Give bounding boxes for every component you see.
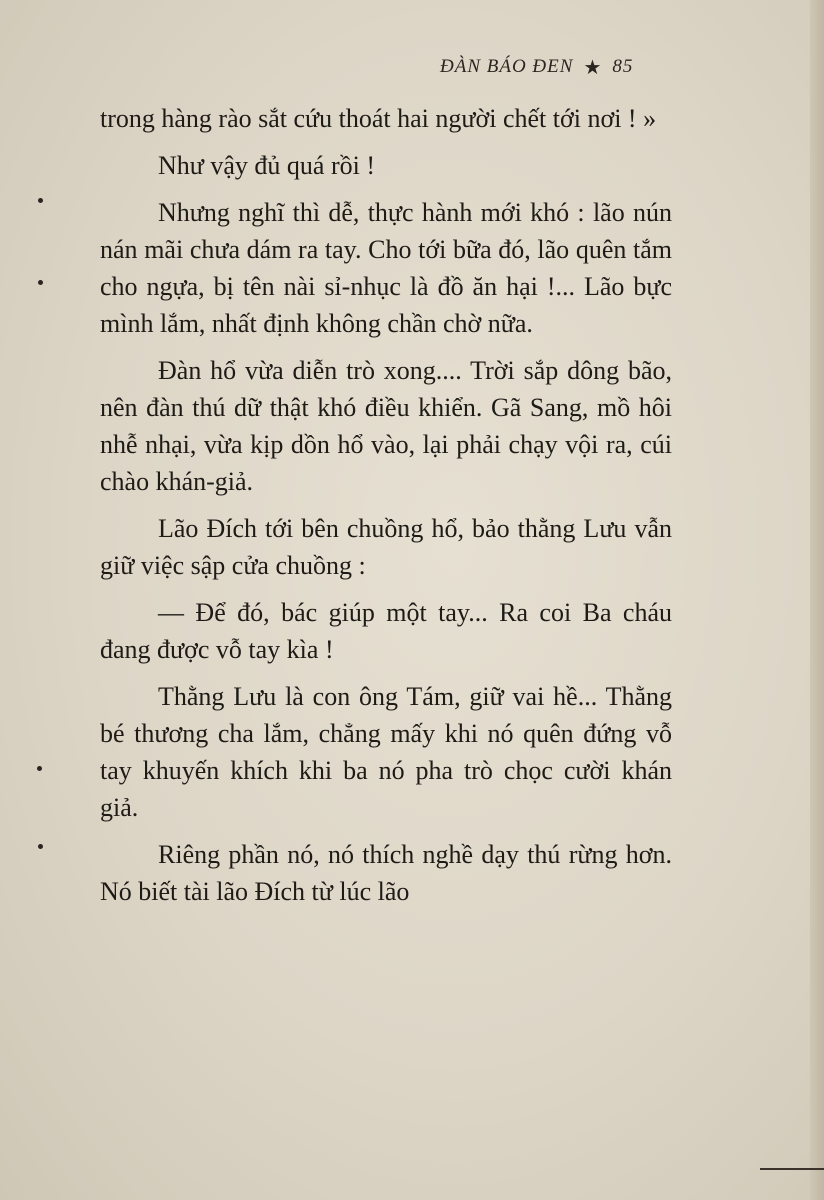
running-header-title: ĐÀN BÁO ĐEN: [440, 56, 574, 77]
paragraph: Nhưng nghĩ thì dễ, thực hành mới khó : lão nún nán mãi chưa dám ra tay. Cho tới bữa đó, lão quên tắm cho ngựa, bị tên nài sỉ-nhục là đồ ăn hại !... Lão bực mình lắm, nhất định không chần chờ nữa.: [100, 198, 672, 338]
paragraph: Như vậy đủ quá rồi !: [158, 151, 375, 180]
bottom-rule: [760, 1168, 824, 1170]
margin-mark: [37, 766, 42, 771]
body-text: [100, 100, 672, 910]
page-edge: [810, 0, 824, 1200]
star-icon: ★: [583, 56, 603, 79]
paragraph: Thằng Lưu là con ông Tám, giữ vai hề... Thằng bé thương cha lắm, chẳng mấy khi nó quên đứng vỗ tay khuyến khích khi ba nó pha trò chọc cười khán giả.: [100, 682, 672, 822]
paragraph: Đàn hổ vừa diễn trò xong.... Trời sắp dông bão, nên đàn thú dữ thật khó điều khiển. Gã Sang, mồ hôi nhễ nhại, vừa kịp dồn hổ vào, lại phải chạy vội ra, cúi chào khán-giả.: [100, 356, 672, 496]
page-number: 85: [612, 56, 634, 77]
paragraph: trong hàng rào sắt cứu thoát hai người chết tới nơi ! »: [100, 104, 657, 133]
margin-mark: [38, 198, 43, 203]
paragraph: — Để đó, bác giúp một tay... Ra coi Ba cháu đang được vỗ tay kìa !: [100, 598, 672, 664]
paragraph: Lão Đích tới bên chuồng hổ, bảo thằng Lưu vẫn giữ việc sập cửa chuồng :: [100, 514, 672, 580]
margin-mark: [38, 280, 43, 285]
margin-mark: [38, 844, 43, 849]
running-header: [440, 52, 680, 82]
paragraph: Riêng phần nó, nó thích nghề dạy thú rừng hơn. Nó biết tài lão Đích từ lúc lão: [100, 840, 672, 906]
